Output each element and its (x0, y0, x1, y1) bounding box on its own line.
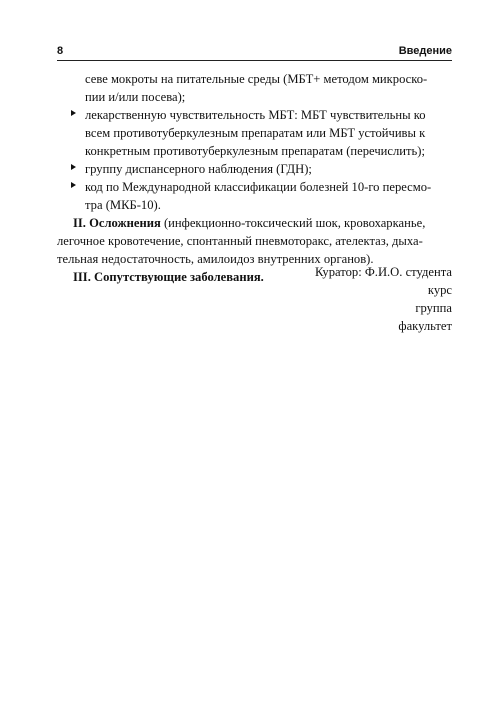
bullet-icon (71, 182, 76, 188)
text-line: тра (МКБ-10). (85, 198, 161, 212)
text-line: код по Международной классификации болезней 10-го пересмо- (85, 180, 432, 194)
group-line: группа (415, 301, 452, 315)
text-line: легочное кровотечение, спонтанный пневмоторакс, ателектаз, дыха- (57, 234, 423, 248)
text-line: группу диспансерного наблюдения (ГДН); (85, 162, 312, 176)
curator-line: Куратор: Ф.И.О. студента (314, 265, 452, 279)
section-title: Введение (398, 45, 452, 57)
text-line: тельная недостаточность, амилоидоз внутренних органов). (57, 252, 374, 266)
text-line: пии и/или посева); (85, 90, 186, 104)
text-line: конкретным противотуберкулезным препаратам (перечислить); (85, 144, 425, 158)
text-line: всем противотуберкулезным препаратам или МБТ устойчивы к (85, 126, 426, 140)
complications-paragraph (73, 214, 425, 232)
running-header (57, 44, 452, 61)
faculty-line: факультет (398, 319, 452, 333)
course-line: курс (427, 283, 452, 297)
concomitant-heading: III. Сопутствующие заболевания. (73, 270, 264, 284)
text-line-content: севе мокроты на питательные среды (МБТ+ методом микроско- (85, 72, 428, 86)
signature-block (315, 263, 452, 335)
page-number: 8 (57, 45, 64, 57)
text-line (85, 70, 452, 88)
bullet-icon (71, 164, 76, 170)
complications-heading: II. Осложнения (73, 216, 161, 230)
bullet-icon (71, 110, 76, 116)
text-line-content: лекарственную чувствительность МБТ: МБТ чувствительны ко (85, 108, 426, 122)
complications-text: (инфекционно-токсический шок, кровохарканье, (160, 216, 426, 230)
text-line (85, 106, 452, 124)
